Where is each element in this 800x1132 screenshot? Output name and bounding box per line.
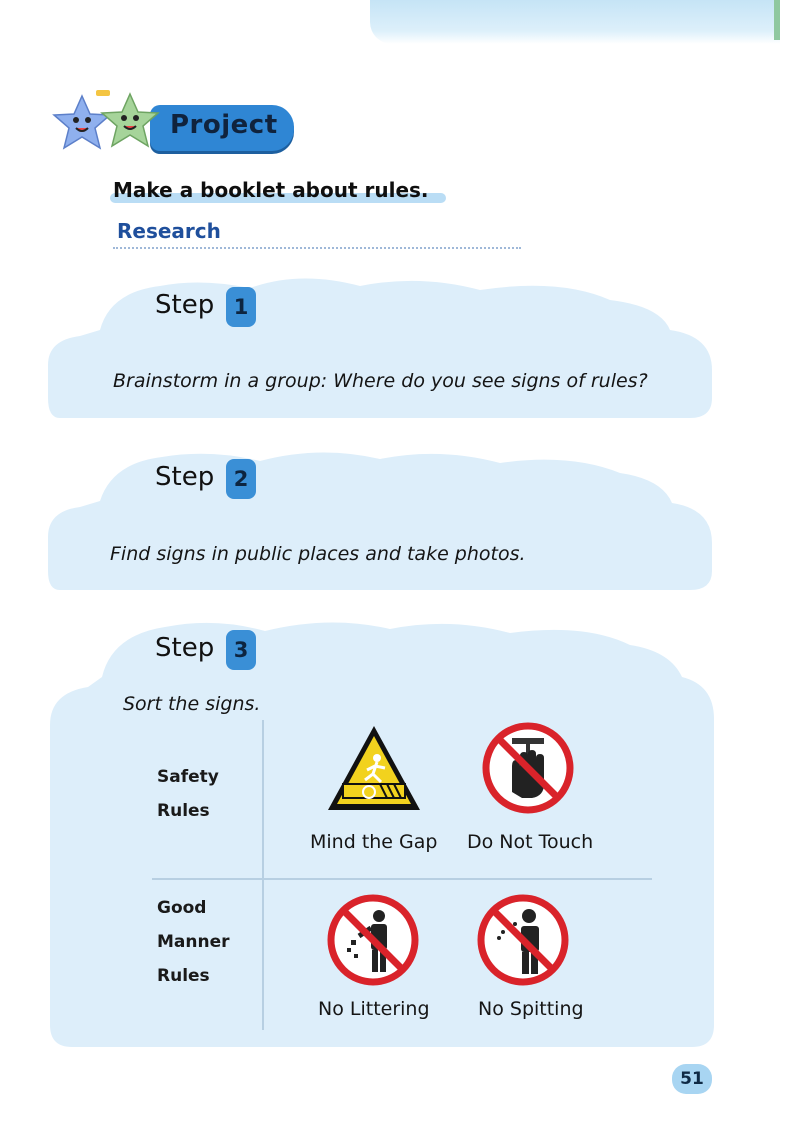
step3-instruction: Sort the signs. <box>123 693 261 715</box>
mind-the-gap-sign-icon <box>325 722 423 814</box>
category-good-manner-rules <box>157 891 230 993</box>
category-line: Rules <box>157 801 210 821</box>
step2-cloud <box>0 445 800 600</box>
star-mascots-icon <box>52 88 170 164</box>
step1-number: 1 <box>226 287 256 327</box>
table-horizontal-divider <box>152 878 652 880</box>
project-title: Project <box>170 110 278 140</box>
step1-instruction: Brainstorm in a group: Where do you see signs of rules? <box>113 370 648 392</box>
step1-cloud <box>0 270 800 430</box>
category-line: Rules <box>157 966 210 986</box>
step2-instruction: Find signs in public places and take photos. <box>110 543 526 565</box>
category-line: Safety <box>157 767 219 787</box>
top-decorative-band <box>370 0 780 44</box>
sign-caption-no-littering: No Littering <box>318 998 430 1020</box>
sign-caption-no-spitting: No Spitting <box>478 998 584 1020</box>
do-not-touch-sign-icon <box>482 722 574 814</box>
step3-number: 3 <box>226 630 256 670</box>
no-spitting-sign-icon <box>477 894 569 986</box>
step3-label: Step <box>155 633 215 663</box>
section-heading: Research <box>117 219 221 243</box>
category-safety-rules <box>157 760 219 828</box>
step1-label: Step <box>155 290 215 320</box>
table-vertical-divider <box>262 720 264 1030</box>
page-number: 51 <box>672 1064 712 1094</box>
sign-caption-mind-the-gap: Mind the Gap <box>310 831 438 853</box>
no-littering-sign-icon <box>327 894 419 986</box>
sign-caption-do-not-touch: Do Not Touch <box>467 831 594 853</box>
section-divider <box>113 247 521 249</box>
step2-number: 2 <box>226 459 256 499</box>
step2-label: Step <box>155 462 215 492</box>
top-band-edge <box>774 0 780 40</box>
page-headline: Make a booklet about rules. <box>113 178 429 202</box>
category-line: Manner <box>157 932 230 952</box>
category-line: Good <box>157 898 207 918</box>
